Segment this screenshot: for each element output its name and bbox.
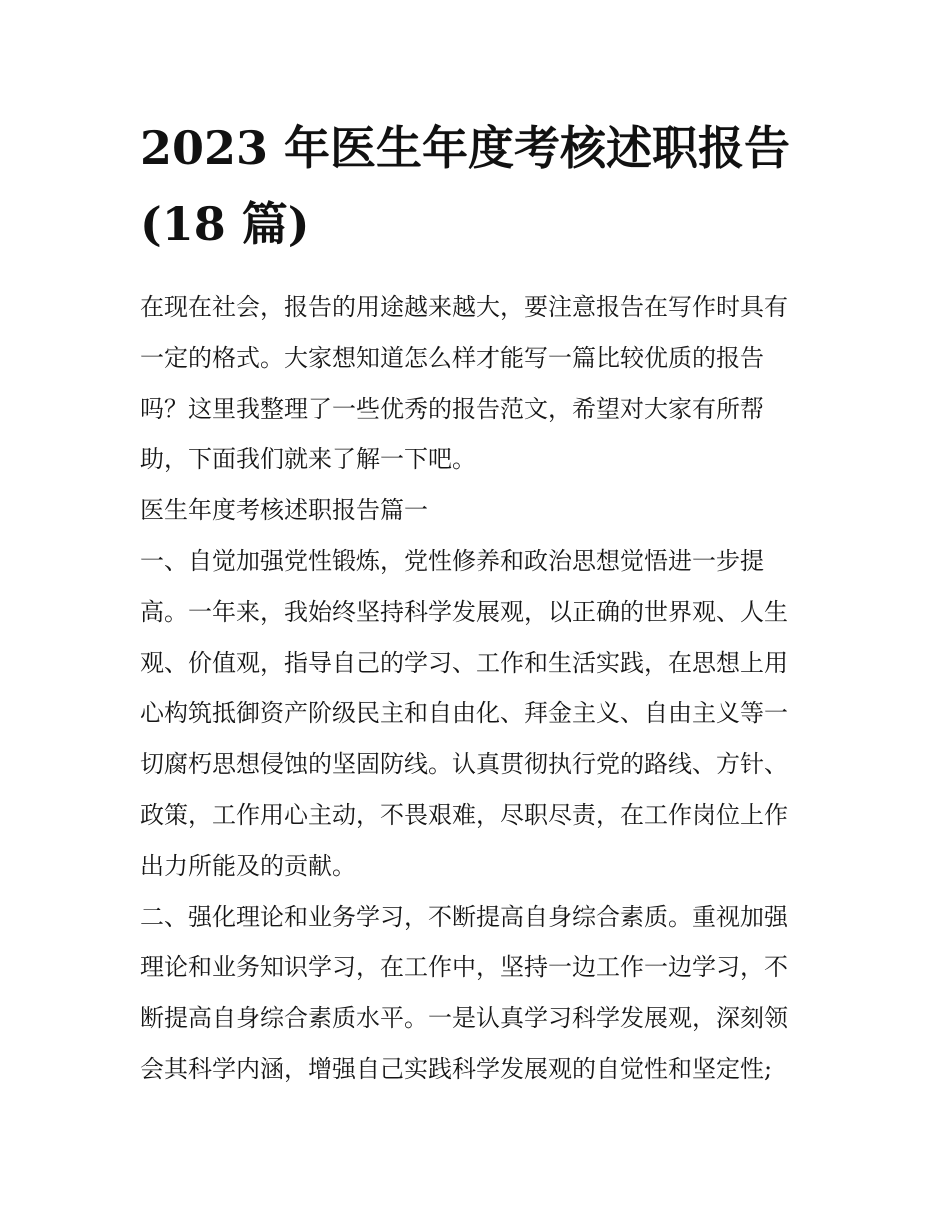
text-line: 理论和业务知识学习，在工作中，坚持一边工作一边学习，不 xyxy=(140,953,788,982)
text-line: 出力所能及的贡献。 xyxy=(140,851,356,880)
text-line: 观、价值观，指导自己的学习、工作和生活实践，在思想上用 xyxy=(140,648,788,677)
text-line: 二、强化理论和业务学习，不断提高自身综合素质。重视加强 xyxy=(140,902,788,931)
document-content xyxy=(140,110,815,1095)
text-line: 心构筑抵御资产阶级民主和自由化、拜金主义、自由主义等一 xyxy=(140,699,788,728)
point-one-paragraph xyxy=(140,536,815,892)
title-line-1: 2023 年医生年度考核述职报告 xyxy=(140,121,791,175)
text-line: 高。一年来，我始终坚持科学发展观，以正确的世界观、人生 xyxy=(140,597,788,626)
text-line: 助，下面我们就来了解一下吧。 xyxy=(140,445,476,474)
text-line: 医生年度考核述职报告篇一 xyxy=(140,496,428,525)
point-two-paragraph xyxy=(140,892,815,1095)
text-line: 政策，工作用心主动，不畏艰难，尽职尽责，在工作岗位上作 xyxy=(140,800,788,829)
text-line: 一、自觉加强党性锻炼，党性修养和政治思想觉悟进一步提 xyxy=(140,546,764,575)
text-line: 在现在社会，报告的用途越来越大，要注意报告在写作时具有 xyxy=(140,293,788,321)
title-line-2: (18 篇) xyxy=(140,197,310,251)
document-body xyxy=(140,282,815,1095)
text-line: 断提高自身综合素质水平。一是认真学习科学发展观，深刻领 xyxy=(140,1004,788,1033)
text-line: 吗？这里我整理了一些优秀的报告范文，希望对大家有所帮 xyxy=(140,394,764,423)
intro-paragraph xyxy=(140,282,815,485)
document-title xyxy=(140,110,815,262)
section-heading xyxy=(140,485,815,536)
text-line: 一定的格式。大家想知道怎么样才能写一篇比较优质的报告 xyxy=(140,343,764,372)
text-line: 会其科学内涵，增强自己实践科学发展观的自觉性和坚定性; xyxy=(140,1054,773,1083)
text-line: 切腐朽思想侵蚀的坚固防线。认真贯彻执行党的路线、方针、 xyxy=(140,750,788,779)
